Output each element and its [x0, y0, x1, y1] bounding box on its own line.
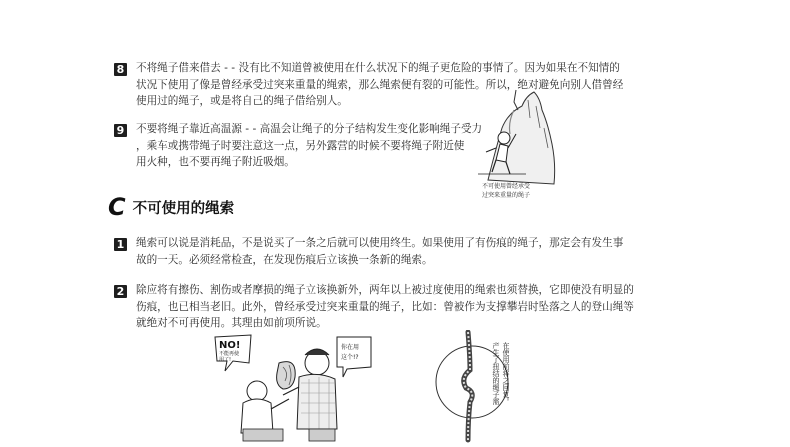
top-illustration-caption-line: 过突来重量的绳子	[482, 192, 531, 199]
rule-1-text	[136, 235, 736, 268]
item-number-badge: 9	[114, 124, 127, 137]
rule-2-text	[136, 282, 746, 332]
rope-illustration	[430, 330, 540, 443]
item-9-line: 用火种，也不要再绳子附近吸烟。	[136, 156, 295, 168]
exclaim-text: NO!	[219, 340, 241, 351]
item-8-line: 不将绳子借来借去 - - 没有比不知道曾被使用在什么状况下的绳子更危险的事情了。因为如果在不知情的	[136, 62, 620, 74]
bubble-left-line: 不能再使	[219, 351, 240, 357]
rope-caption-line: 产生了扭结的绳子需	[492, 342, 500, 405]
item-number-badge: 8	[114, 63, 127, 76]
section-heading	[108, 193, 234, 221]
top-illustration-caption-line: 不可使用曾经承受	[482, 183, 531, 190]
bubble-left-line: 用了!	[219, 357, 232, 363]
rule-1-line: 故的一天。必须经常检查，在发现伤痕后立该换一条新的绳索。	[136, 253, 433, 266]
rule-2-line: 伤痕，也已相当老旧。此外，曾经承受过突来重量的绳子，比如：曾被作为支撑攀岩时坠落之人的登山绳等	[136, 300, 634, 313]
rule-2-line: 就绝对不可再使用。其理由如前项所说。	[136, 317, 327, 329]
item-9-line: ，乘车或携带绳子时要注意这一点，另外露营的时候不要将绳子附近使	[136, 139, 465, 152]
rule-number-badge: 2	[114, 285, 127, 298]
climber-illustration	[478, 88, 560, 206]
rule-1-line: 绳索可以说是消耗品，不是说买了一条之后就可以使用终生。如果使用了有伤痕的绳子，那定会有发生事	[136, 237, 624, 249]
item-8-line: 使用过的绳子，或是将自己的绳子借给别人。	[136, 95, 348, 107]
rope-caption-line: 在使用前将之回复。	[502, 342, 510, 405]
rule-2-line: 除应将有擦伤、割伤或者摩损的绳子立该换新外，两年以上被过度使用的绳索也须替换，它即使没有明显的	[136, 284, 634, 296]
item-9-text	[136, 121, 496, 171]
section-letter: C	[108, 193, 125, 221]
rule-number-badge: 1	[114, 238, 127, 251]
item-8-line: 状况下使用了像是曾经承受过突来重量的绳索，那么绳索便有裂的可能性。所以，绝对避免向别人借曾经	[136, 78, 624, 91]
section-title: 不可使用的绳索	[132, 200, 235, 217]
item-9-line: 不要将绳子靠近高温源 - - 高温会让绳子的分子结构发生变化影响绳子受力	[136, 123, 483, 135]
item-8-text	[136, 60, 736, 110]
bubble-right-line: 你在用	[341, 344, 360, 351]
bubble-right-line: 这个!?	[341, 354, 359, 361]
cartoon-illustration	[213, 333, 373, 443]
